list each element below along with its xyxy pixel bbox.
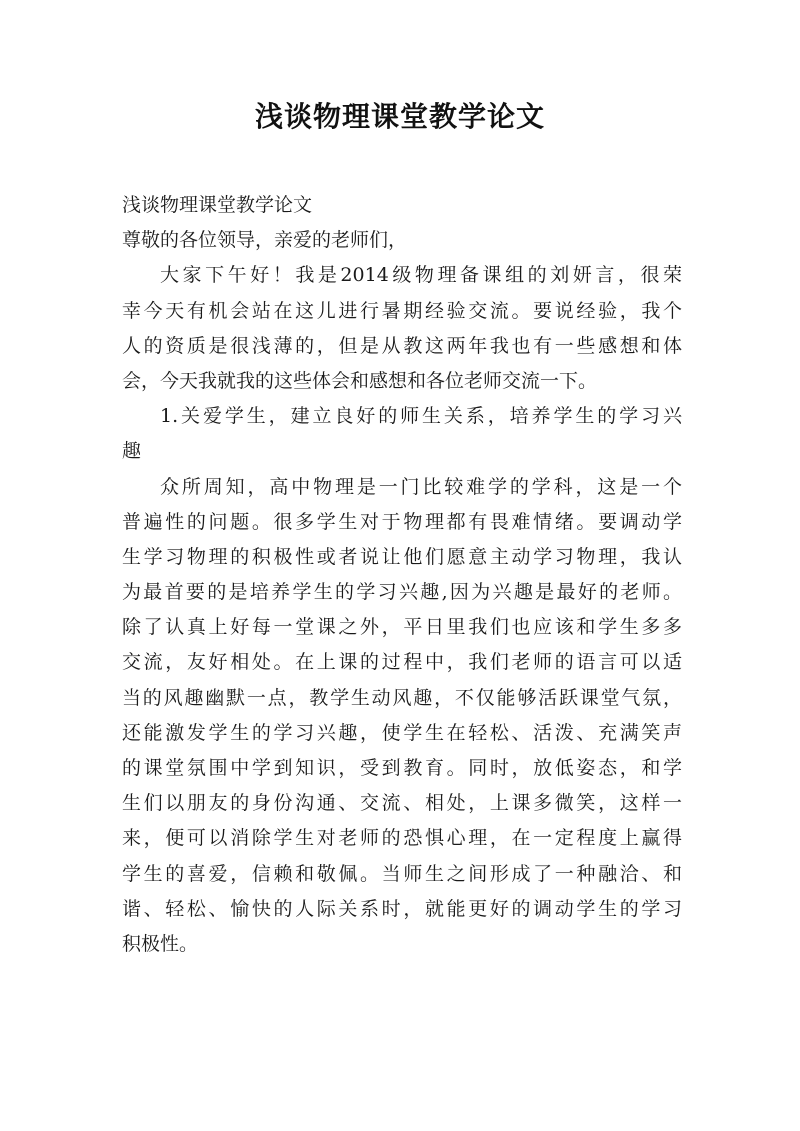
text-line: 谐、轻松、愉快的人际关系时，就能更好的调动学生的学习 <box>122 897 682 920</box>
text-line: 积极性。 <box>122 932 199 955</box>
text-line: 众所周知，高中物理是一门比较难学的学科，这是一个 <box>160 475 682 498</box>
text-line: 趣 <box>122 440 142 463</box>
text-line: 浅谈物理课堂教学论文 <box>122 194 313 216</box>
text-line: 1.关爱学生，建立良好的师生关系，培养学生的学习兴 <box>160 405 682 428</box>
text-line: 人的资质是很浅薄的，但是从教这两年我也有一些感想和体 <box>122 334 682 357</box>
text-line: 幸今天有机会站在这儿进行暑期经验交流。要说经验，我个 <box>122 299 682 322</box>
text-line: 当的风趣幽默一点，教学生动风趣，不仅能够活跃课堂气氛， <box>122 686 682 709</box>
text-line: 大家下午好！我是2014级物理备课组的刘妍言，很荣 <box>160 264 682 287</box>
text-line: 为最首要的是培养学生的学习兴趣,因为兴趣是最好的老师。 <box>122 581 682 604</box>
document-title: 浅谈物理课堂教学论文 <box>254 100 545 133</box>
text-line: 学生的喜爱，信赖和敬佩。当师生之间形成了一种融洽、和 <box>122 862 682 885</box>
text-line: 生学习物理的积极性或者说让他们愿意主动学习物理，我认 <box>122 545 682 568</box>
text-line: 普遍性的问题。很多学生对于物理都有畏难情绪。要调动学 <box>122 510 682 533</box>
text-line: 还能激发学生的学习兴趣，使学生在轻松、活泼、充满笑声 <box>122 721 682 744</box>
text-line: 交流，友好相处。在上课的过程中，我们老师的语言可以适 <box>122 651 682 674</box>
text-line: 会，今天我就我的这些体会和感想和各位老师交流一下。 <box>122 369 598 392</box>
text-line: 生们以朋友的身份沟通、交流、相处，上课多微笑，这样一 <box>122 792 682 815</box>
text-line: 除了认真上好每一堂课之外，平日里我们也应该和学生多多 <box>122 616 682 639</box>
text-line: 来，便可以消除学生对老师的恐惧心理，在一定程度上赢得 <box>122 827 682 850</box>
text-line: 尊敬的各位领导，亲爱的老师们， <box>122 229 408 252</box>
document-body <box>122 188 682 962</box>
text-line: 的课堂氛围中学到知识，受到教育。同时，放低姿态，和学 <box>122 757 682 779</box>
